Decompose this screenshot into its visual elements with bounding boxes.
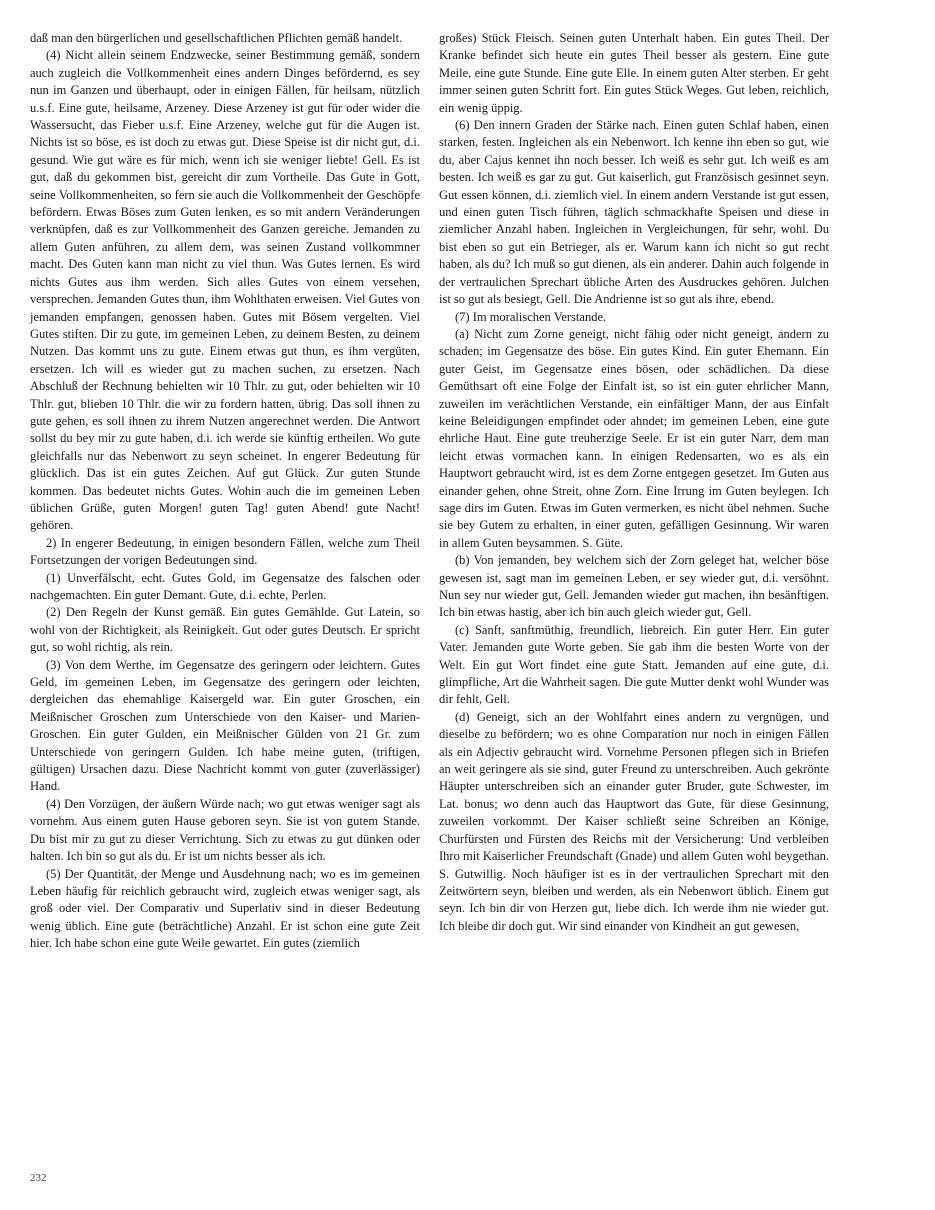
page-number: 232: [30, 1172, 47, 1184]
paragraph: (1) Unverfälscht, echt. Gutes Gold, im Gegensatze des falschen oder nachgemachten. Ein guter Demant. Gute, d.i. echte, Perlen.: [30, 570, 420, 602]
paragraph: (a) Nicht zum Zorne geneigt, nicht fähig oder nicht geneigt, andern zu schaden; im Gegensatze des böse. Ein gutes Kind. Ein guter Ehemann. Ein guter Geist, im Gegensatze eines bösen, oder schädlichen. Da diese Gemüthsart oft eine Folge der Einfalt ist, so ist ein guter ehrlicher Mann, zuweilen im verächtlichen Verstande, ein einfältiger Mann, der aus Einfalt keine Beleidigungen empfindet oder ahndet; im gemeinen Leben, eine gute ehrliche Haut. Eine gute treuherzige Seele. Er ist ein guter Narr, dem man leicht etwas vormachen kann. In einigen Redensarten, wo es als ein Hauptwort gebraucht wird, ist es dem Zorne entgegen gesetzet. Im Guten aus einander gehen, ohne Streit, ohne Zorn. Eine Irrung im Guten beylegen. Ich sage dirs im Guten. Etwas im Guten vermerken, es nicht übel nehmen. Suche sie bey Gutem zu erhalten, in einer guten, gefälligen Gesinnung. Wir waren in allem Guten beysammen. S. Güte.: [439, 326, 829, 550]
paragraph: (2) Den Regeln der Kunst gemäß. Ein gutes Gemählde. Gut Latein, so wohl von der Richtigkeit, als Reinigkeit. Gut oder gutes Deutsch. Er spricht gut, so wohl richtig, als rein.: [30, 605, 420, 655]
paragraph: daß man den bürgerlichen und gesellschaftlichen Pflichten gemäß handelt.: [30, 31, 403, 45]
paragraph: (d) Geneigt, sich an der Wohlfahrt eines andern zu vergnügen, und dieselbe zu befördern; wo es ohne Comparation nur noch in einigen Fällen als ein Adjectiv gebraucht wird. Vornehme Personen pflegen sich in Briefen an weit geringere als sie sind, guter Freund zu unterschreiben. Auch gekrönte Häupter unterschreiben sich an einander guter Bruder, gute Schwester, im Lat. bonus; wo denn auch das Hauptwort das Gute, für diese Gesinnung, zuweilen vorkommt. Der Kaiser schließt seine Schreiben an Könige, Churfürsten und Fürsten des Reichs mit der Versicherung: Und verbleiben Ihro mit Kaiserlicher Freundschaft (Gnade) und allem Guten wohl beygethan. S. Gutwillig. Noch häufiger ist es in der vertraulichen Sprechart mit den Zeitwörtern seyn, bleiben und werden, als ein Nebenwort üblich. Einem gut seyn. Ich bin dir von Herzen gut, liebe dich. Ich werde ihm nie wieder gut. Ich bleibe dir doch gut. Wir sind einander von Kindheit an gut gewesen,: [439, 709, 829, 933]
paragraph: (4) Den Vorzügen, der äußern Würde nach; wo gut etwas weniger sagt als vornehm. Aus einem guten Hause geboren seyn. Sie ist von gutem Stande. Du bist mir zu gut zu dieser Verrichtung. Sich zu etwas zu gut dünken oder halten. Ich bin so gut als du. Er ist um nichts besser als ich.: [30, 796, 420, 864]
paragraph: (4) Nicht allein seinem Endzwecke, seiner Bestimmung gemäß, sondern auch zugleich die Vollkommenheit eines andern Dinges befördernd, es sey nun im Ganzen und überhaupt, oder in einigen Fällen, für heilsam, nützlich u.s.f. Eine gute, heilsame, Arzeney. Diese Arzeney ist gut für oder wider die Wassersucht, das Fieber u.s.f. Eine Arzeney, welche gut für die Augen ist. Nichts ist so böse, es ist doch zu etwas gut. Diese Speise ist dir nicht gut, d.i. gesund. Wie gut wäre es für mich, wenn ich sie weniger liebte! Gell. Es ist gut, daß du gekommen bist, gereicht dir zum Vortheile. Das Gute in Gott, seine Vollkommenheiten, so fern sie auch die Vollkommenheit der Geschöpfe befördern. Etwas Böses zum Guten lenken, es so mit andern Veränderungen verknüpfen, daß es zur Vollkommenheit des Ganzen gereiche. Jemanden zu allem Guten anführen, zu allem dem, was seinen Zustand vollkommner macht. Des Guten kann man nicht zu viel thun. Was Gutes lernen. Es wird nichts Gutes aus ihm werden. Sich alles Gutes von einem versehen, versprechen. Jemanden Gutes thun, ihm Wohlthaten erweisen. Viel Gutes von jemanden empfangen, genossen haben. Gutes mit Bösem vergelten. Viel Gutes stiften. Dir zu gute, im gemeinen Leben, zu deinem Besten, zu deinem Nutzen. Das kommt uns zu gute. Einem etwas gut thun, es ihm vergüten, ersetzen. Ich will es wieder gut zu machen suchen, zu ersetzen. Nach Abschluß der Rechnung behielten wir 10 Thlr. zu gut, oder behielten wir 10 Thlr. gut, blieben 10 Thlr. die wir zu fordern hatten, übrig. Das soll ihnen zu gute gehen, es soll ihnen zu ihrem Nutzen angerechnet werden. Die Antwort sollst du bey mir zu gute haben, d.i. ich werde sie künftig ertheilen. Wo gute gleichfalls nur das Nebenwort zu seyn scheinet. In engerer Bedeutung für glücklich. Das ist ein gutes Zeichen. Auf gut Glück. Zur guten Stunde kommen. Das bedeutet nichts Gutes. Wohin auch die im gemeinen Leben üblichen Grüße, guten Morgen! guten Tag! guten Abend! gute Nacht! gehören.: [30, 48, 420, 533]
paragraph: großes) Stück Fleisch. Seinen guten Unterhalt haben. Ein gutes Theil. Der Kranke befindet sich heute ein gutes Theil besser als gestern. Eine gute Meile, eine gute Stunde. Eine gute Elle. In einem guten Alter sterben. Er geht immer seinen guten Schritt fort. Ein gutes Stück Weges. Gut leben, reichlich, ein wenig üppig.: [439, 31, 829, 115]
paragraph: 2) In engerer Bedeutung, in einigen besondern Fällen, welche zum Theil Fortsetzungen der vorigen Bedeutungen sind.: [30, 535, 420, 568]
left-column: [30, 30, 420, 953]
paragraph: (6) Den innern Graden der Stärke nach. Einen guten Schlaf haben, einen starken, festen. Ingleichen als ein Nebenwort. Ich kenne ihn eben so gut, wie du, aber Cajus kennet ihn noch besser. Ich weiß es sehr gut. Ich weiß es am besten. Ich weiß es gar zu gut. Gut kaiserlich, gut Französisch gesinnet seyn. Gut essen können, d.i. ziemlich viel. In einem andern Verstande ist gut essen, und einen guten Tisch führen, täglich schmackhafte Speisen und diese in ziemlicher Anzahl haben. Ingleichen in Vergleichungen, für sehr, wohl. Du bist eben so gut ein Betrieger, als er. Warum kann ich nicht so gut recht haben, als du? Ich muß so gut dienen, als ein anderer. Dahin auch folgende in der vertraulichen Sprechart übliche Arten des Ausdruckes gehören. Julchen ist so gut als besiegt, Gell. Die Andrienne ist so gut als ihre, ebend.: [439, 118, 829, 307]
paragraph: (3) Von dem Werthe, im Gegensatze des geringern oder leichtern. Gutes Geld, im gemeinen Leben, im Gegensatze des geringern oder leichten, dergleichen das ehemahlige Kaisergeld war. Ein guter Groschen, ein Meißnischer Groschen zum Unterschiede von den Kaiser- und Marien-Groschen. Ein guter Gulden, ein Meißnischer Gülden von 21 Gr. zum Unterschiede von geringern Gulden. Ich habe meine guten, (triftigen, gültigen) Ursachen dazu. Diese Nachricht kommt von guter (zuverlässiger) Hand.: [30, 657, 420, 794]
paragraph: (5) Der Quantität, der Menge und Ausdehnung nach; wo es im gemeinen Leben häufig für reichlich gebraucht wird, zugleich etwas weniger sagt, als groß oder viel. Der Comparativ und Superlativ sind in dieser Bedeutung wenig üblich. Eine gute (beträchtliche) Anzahl. Er ist schon eine gute Zeit hier. Ich habe schon eine gute Weile gewartet. Ein gutes (ziemlich: [30, 866, 420, 951]
paragraph: (c) Sanft, sanftmüthig, freundlich, liebreich. Ein guter Herr. Ein guter Vater. Jemanden gute Worte geben. Sie gab ihm die besten Worte von der Welt. Ein gut Wort findet eine gute Statt. Jemanden auf eine gute, d.i. glimpfliche, Art die Wahrheit sagen. Die gute Mutter denkt wohl Wunder was dir fehlt, Gell.: [439, 622, 829, 707]
paragraph: (b) Von jemanden, bey welchem sich der Zorn geleget hat, welcher böse gewesen ist, sagt man im gemeinen Leben, er sey wieder gut, d.i. versöhnt. Nun sey nur wieder gut, Gell. Jemanden wieder gut machen, ihn besänftigen. Ich bin etwas hastig, aber ich bin auch gleich wieder gut, Gell.: [439, 553, 829, 620]
right-column: [439, 30, 829, 935]
paragraph: (7) Im moralischen Verstande.: [455, 309, 607, 324]
